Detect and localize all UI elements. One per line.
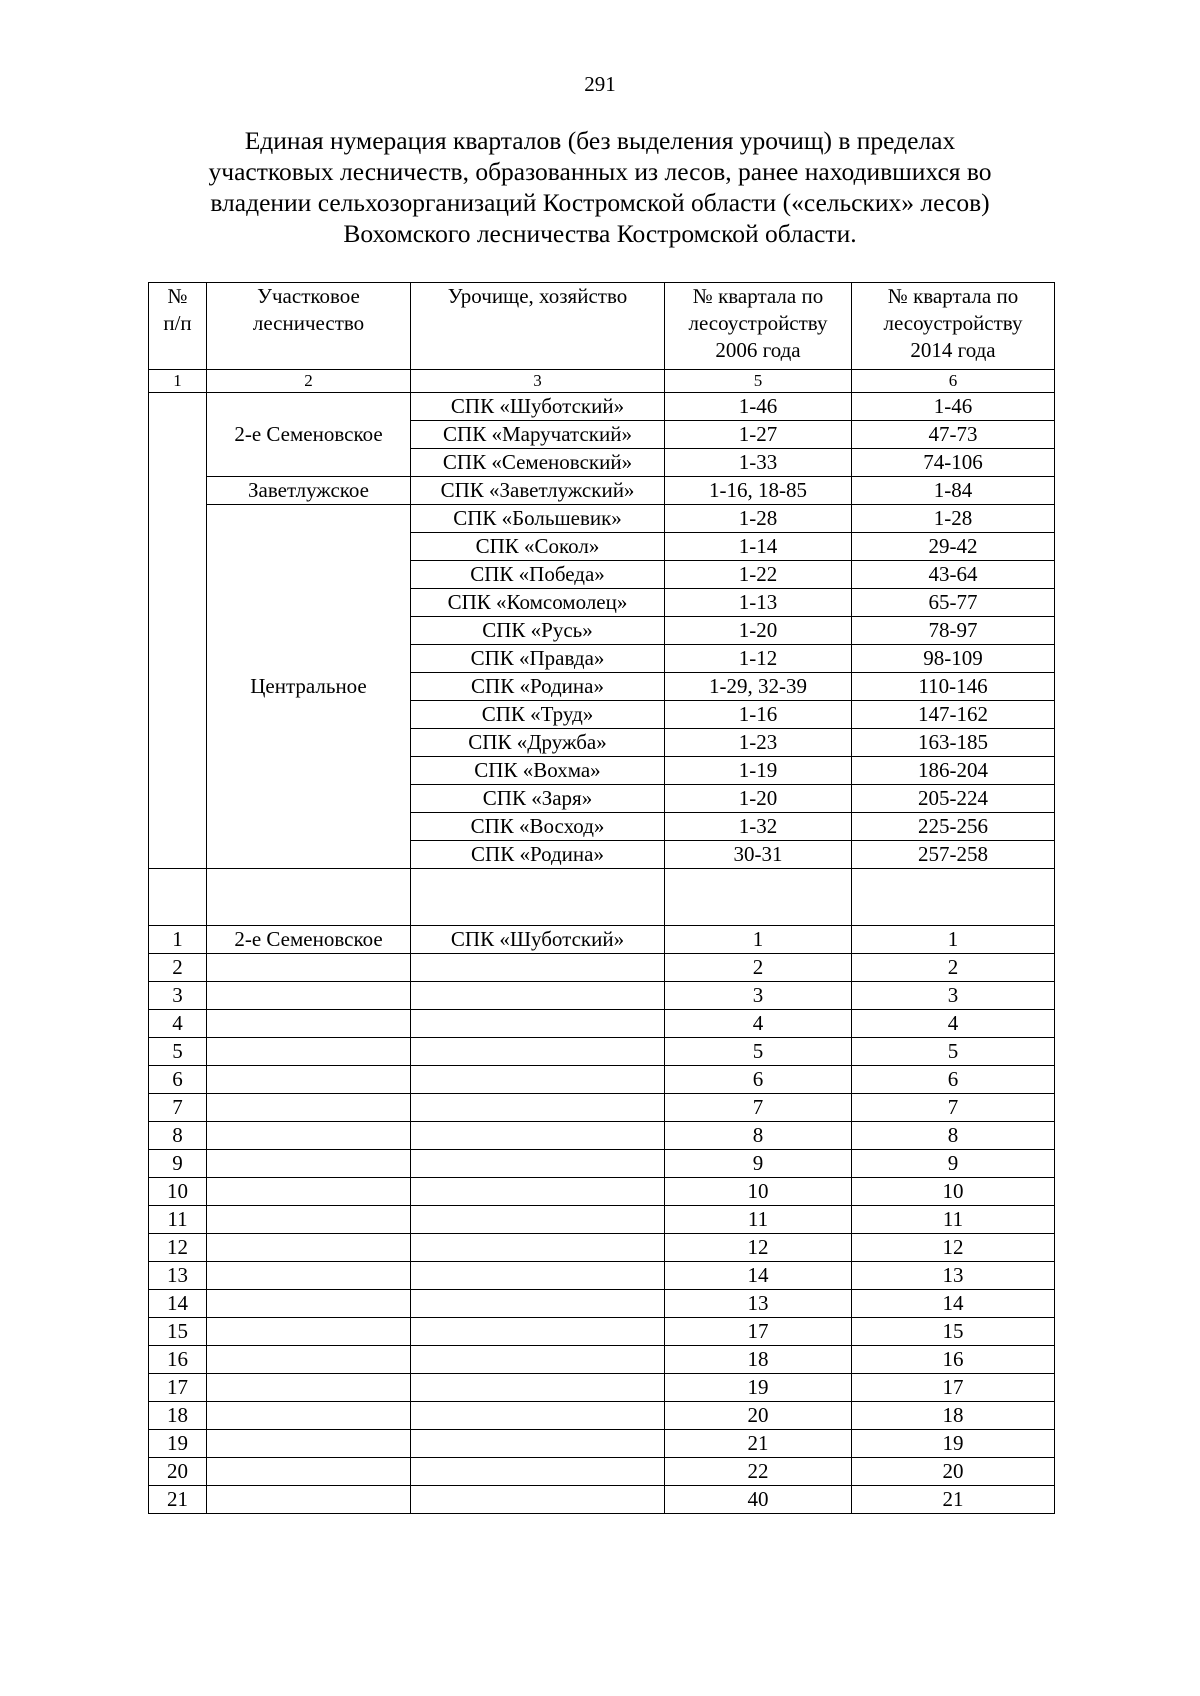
row-quarter-2006: 1 [665, 926, 852, 954]
header-tract: Урочище, хозяйство [411, 283, 665, 370]
table-row [149, 982, 1055, 1010]
summary-tract: СПК «Восход» [411, 813, 665, 841]
summary-tract: СПК «Маручатский» [411, 421, 665, 449]
summary-tract: СПК «Заветлужский» [411, 477, 665, 505]
summary-quarter-2014: 98-109 [852, 645, 1055, 673]
row-district [207, 1346, 411, 1374]
row-quarter-2006: 8 [665, 1122, 852, 1150]
row-quarter-2014: 16 [852, 1346, 1055, 1374]
row-quarter-2006: 12 [665, 1234, 852, 1262]
summary-quarter-2006: 1-23 [665, 729, 852, 757]
column-number: 2 [207, 370, 411, 393]
row-quarter-2006: 22 [665, 1458, 852, 1486]
summary-tract: СПК «Вохма» [411, 757, 665, 785]
header-num: № п/п [149, 283, 207, 370]
title-line: Единая нумерация кварталов (без выделения урочищ) в пределах [244, 126, 956, 155]
row-quarter-2006: 2 [665, 954, 852, 982]
row-tract [411, 1486, 665, 1514]
row-num: 9 [149, 1150, 207, 1178]
row-num: 3 [149, 982, 207, 1010]
row-num: 16 [149, 1346, 207, 1374]
row-district [207, 1430, 411, 1458]
row-quarter-2014: 9 [852, 1150, 1055, 1178]
row-num: 19 [149, 1430, 207, 1458]
row-quarter-2014: 7 [852, 1094, 1055, 1122]
table-row [149, 1458, 1055, 1486]
summary-quarter-2014: 65-77 [852, 589, 1055, 617]
summary-row [149, 477, 1055, 505]
table-row [149, 1234, 1055, 1262]
summary-tract: СПК «Правда» [411, 645, 665, 673]
summary-tract: СПК «Труд» [411, 701, 665, 729]
row-tract [411, 1094, 665, 1122]
column-number: 1 [149, 370, 207, 393]
row-quarter-2014: 17 [852, 1374, 1055, 1402]
row-num: 17 [149, 1374, 207, 1402]
row-district [207, 1290, 411, 1318]
summary-row [149, 505, 1055, 533]
row-quarter-2014: 3 [852, 982, 1055, 1010]
row-quarter-2014: 19 [852, 1430, 1055, 1458]
summary-num-cell [149, 393, 207, 869]
row-tract [411, 1346, 665, 1374]
table-row [149, 954, 1055, 982]
summary-quarter-2014: 74-106 [852, 449, 1055, 477]
summary-tract: СПК «Сокол» [411, 533, 665, 561]
row-district [207, 1318, 411, 1346]
row-quarter-2006: 20 [665, 1402, 852, 1430]
row-num: 7 [149, 1094, 207, 1122]
document-title [150, 125, 1050, 249]
row-tract: СПК «Шуботский» [411, 926, 665, 954]
column-number-row [149, 370, 1055, 393]
table-row [149, 1094, 1055, 1122]
summary-quarter-2006: 1-13 [665, 589, 852, 617]
summary-quarter-2006: 1-20 [665, 617, 852, 645]
row-num: 12 [149, 1234, 207, 1262]
row-quarter-2014: 11 [852, 1206, 1055, 1234]
quarters-table [148, 282, 1055, 1514]
row-tract [411, 1038, 665, 1066]
summary-district: 2-е Семеновское [207, 393, 411, 477]
row-num: 15 [149, 1318, 207, 1346]
table-row [149, 1262, 1055, 1290]
summary-quarter-2014: 1-84 [852, 477, 1055, 505]
summary-tract: СПК «Семеновский» [411, 449, 665, 477]
row-quarter-2014: 5 [852, 1038, 1055, 1066]
row-quarter-2006: 10 [665, 1178, 852, 1206]
table-row [149, 1066, 1055, 1094]
row-district [207, 1486, 411, 1514]
table-row [149, 1178, 1055, 1206]
row-num: 8 [149, 1122, 207, 1150]
summary-quarter-2006: 1-16, 18-85 [665, 477, 852, 505]
summary-quarter-2006: 1-28 [665, 505, 852, 533]
row-district: 2-е Семеновское [207, 926, 411, 954]
header-quarter-2014: № квартала по лесоустройству 2014 года [852, 283, 1055, 370]
row-quarter-2006: 11 [665, 1206, 852, 1234]
row-district [207, 982, 411, 1010]
row-quarter-2006: 14 [665, 1262, 852, 1290]
row-quarter-2006: 19 [665, 1374, 852, 1402]
row-district [207, 1234, 411, 1262]
row-tract [411, 1290, 665, 1318]
row-district [207, 1122, 411, 1150]
summary-tract: СПК «Заря» [411, 785, 665, 813]
row-num: 18 [149, 1402, 207, 1430]
column-number: 6 [852, 370, 1055, 393]
table-header-row [149, 283, 1055, 370]
summary-quarter-2014: 205-224 [852, 785, 1055, 813]
row-tract [411, 1430, 665, 1458]
row-tract [411, 1262, 665, 1290]
row-quarter-2014: 2 [852, 954, 1055, 982]
row-num: 20 [149, 1458, 207, 1486]
summary-tract: СПК «Родина» [411, 673, 665, 701]
row-quarter-2006: 13 [665, 1290, 852, 1318]
table-row [149, 1486, 1055, 1514]
row-quarter-2014: 4 [852, 1010, 1055, 1038]
summary-quarter-2014: 110-146 [852, 673, 1055, 701]
row-num: 11 [149, 1206, 207, 1234]
table-row [149, 1122, 1055, 1150]
row-quarter-2006: 17 [665, 1318, 852, 1346]
title-line: участковых лесничеств, образованных из лесов, ранее находившихся во [208, 157, 992, 186]
blank-cell [411, 869, 665, 926]
blank-cell [852, 869, 1055, 926]
row-num: 6 [149, 1066, 207, 1094]
row-quarter-2006: 4 [665, 1010, 852, 1038]
blank-row [149, 869, 1055, 926]
summary-tract: СПК «Победа» [411, 561, 665, 589]
row-quarter-2006: 3 [665, 982, 852, 1010]
summary-quarter-2014: 186-204 [852, 757, 1055, 785]
summary-tract: СПК «Комсомолец» [411, 589, 665, 617]
summary-tract: СПК «Шуботский» [411, 393, 665, 421]
row-quarter-2014: 1 [852, 926, 1055, 954]
summary-tract: СПК «Родина» [411, 841, 665, 869]
summary-quarter-2014: 1-46 [852, 393, 1055, 421]
table-row [149, 1430, 1055, 1458]
row-quarter-2014: 12 [852, 1234, 1055, 1262]
table-row [149, 1374, 1055, 1402]
title-line: владении сельхозорганизаций Костромской области («сельских» лесов) [210, 188, 990, 217]
table-row [149, 1346, 1055, 1374]
summary-quarter-2006: 1-22 [665, 561, 852, 589]
summary-quarter-2014: 1-28 [852, 505, 1055, 533]
row-num: 4 [149, 1010, 207, 1038]
summary-tract: СПК «Дружба» [411, 729, 665, 757]
row-quarter-2014: 10 [852, 1178, 1055, 1206]
row-num: 21 [149, 1486, 207, 1514]
row-district [207, 1150, 411, 1178]
row-quarter-2014: 18 [852, 1402, 1055, 1430]
row-district [207, 1178, 411, 1206]
row-district [207, 1038, 411, 1066]
summary-quarter-2014: 163-185 [852, 729, 1055, 757]
row-tract [411, 1122, 665, 1150]
row-district [207, 1094, 411, 1122]
summary-quarter-2006: 1-29, 32-39 [665, 673, 852, 701]
table-row [149, 1010, 1055, 1038]
row-tract [411, 1318, 665, 1346]
summary-quarter-2006: 1-46 [665, 393, 852, 421]
row-quarter-2014: 21 [852, 1486, 1055, 1514]
row-num: 2 [149, 954, 207, 982]
summary-quarter-2006: 1-20 [665, 785, 852, 813]
row-district [207, 1458, 411, 1486]
blank-cell [207, 869, 411, 926]
header-district: Участковое лесничество [207, 283, 411, 370]
blank-cell [665, 869, 852, 926]
row-tract [411, 954, 665, 982]
row-quarter-2006: 5 [665, 1038, 852, 1066]
header-quarter-2006: № квартала по лесоустройству 2006 года [665, 283, 852, 370]
table-row [149, 1206, 1055, 1234]
table-row [149, 926, 1055, 954]
summary-quarter-2006: 1-32 [665, 813, 852, 841]
summary-tract: СПК «Русь» [411, 617, 665, 645]
row-tract [411, 1374, 665, 1402]
row-quarter-2006: 21 [665, 1430, 852, 1458]
row-quarter-2006: 6 [665, 1066, 852, 1094]
row-district [207, 1402, 411, 1430]
summary-quarter-2014: 257-258 [852, 841, 1055, 869]
column-number: 5 [665, 370, 852, 393]
summary-row [149, 393, 1055, 421]
summary-district: Заветлужское [207, 477, 411, 505]
summary-quarter-2014: 78-97 [852, 617, 1055, 645]
page-number: 291 [584, 72, 616, 96]
row-num: 14 [149, 1290, 207, 1318]
row-tract [411, 982, 665, 1010]
row-num: 10 [149, 1178, 207, 1206]
table-row [149, 1318, 1055, 1346]
row-tract [411, 1402, 665, 1430]
row-district [207, 1262, 411, 1290]
row-tract [411, 1458, 665, 1486]
summary-quarter-2006: 1-16 [665, 701, 852, 729]
table-row [149, 1038, 1055, 1066]
row-num: 13 [149, 1262, 207, 1290]
row-num: 5 [149, 1038, 207, 1066]
row-district [207, 1066, 411, 1094]
summary-quarter-2014: 147-162 [852, 701, 1055, 729]
summary-district: Центральное [207, 505, 411, 869]
column-number: 3 [411, 370, 665, 393]
summary-quarter-2006: 30-31 [665, 841, 852, 869]
summary-tract: СПК «Большевик» [411, 505, 665, 533]
row-quarter-2014: 6 [852, 1066, 1055, 1094]
summary-quarter-2006: 1-19 [665, 757, 852, 785]
title-line: Вохомского лесничества Костромской области. [343, 219, 857, 248]
row-quarter-2006: 7 [665, 1094, 852, 1122]
row-quarter-2014: 13 [852, 1262, 1055, 1290]
summary-quarter-2006: 1-33 [665, 449, 852, 477]
row-district [207, 1374, 411, 1402]
summary-quarter-2014: 43-64 [852, 561, 1055, 589]
row-num: 1 [149, 926, 207, 954]
row-quarter-2014: 15 [852, 1318, 1055, 1346]
row-tract [411, 1234, 665, 1262]
table-row [149, 1402, 1055, 1430]
row-district [207, 954, 411, 982]
row-tract [411, 1150, 665, 1178]
row-district [207, 1010, 411, 1038]
row-quarter-2006: 18 [665, 1346, 852, 1374]
row-quarter-2014: 14 [852, 1290, 1055, 1318]
row-quarter-2006: 9 [665, 1150, 852, 1178]
summary-quarter-2014: 225-256 [852, 813, 1055, 841]
blank-cell [149, 869, 207, 926]
table-row [149, 1150, 1055, 1178]
row-district [207, 1206, 411, 1234]
summary-quarter-2006: 1-14 [665, 533, 852, 561]
row-tract [411, 1206, 665, 1234]
summary-quarter-2006: 1-12 [665, 645, 852, 673]
summary-quarter-2014: 47-73 [852, 421, 1055, 449]
row-tract [411, 1010, 665, 1038]
row-quarter-2006: 40 [665, 1486, 852, 1514]
row-tract [411, 1178, 665, 1206]
summary-quarter-2006: 1-27 [665, 421, 852, 449]
summary-quarter-2014: 29-42 [852, 533, 1055, 561]
row-quarter-2014: 8 [852, 1122, 1055, 1150]
row-quarter-2014: 20 [852, 1458, 1055, 1486]
row-tract [411, 1066, 665, 1094]
table-row [149, 1290, 1055, 1318]
